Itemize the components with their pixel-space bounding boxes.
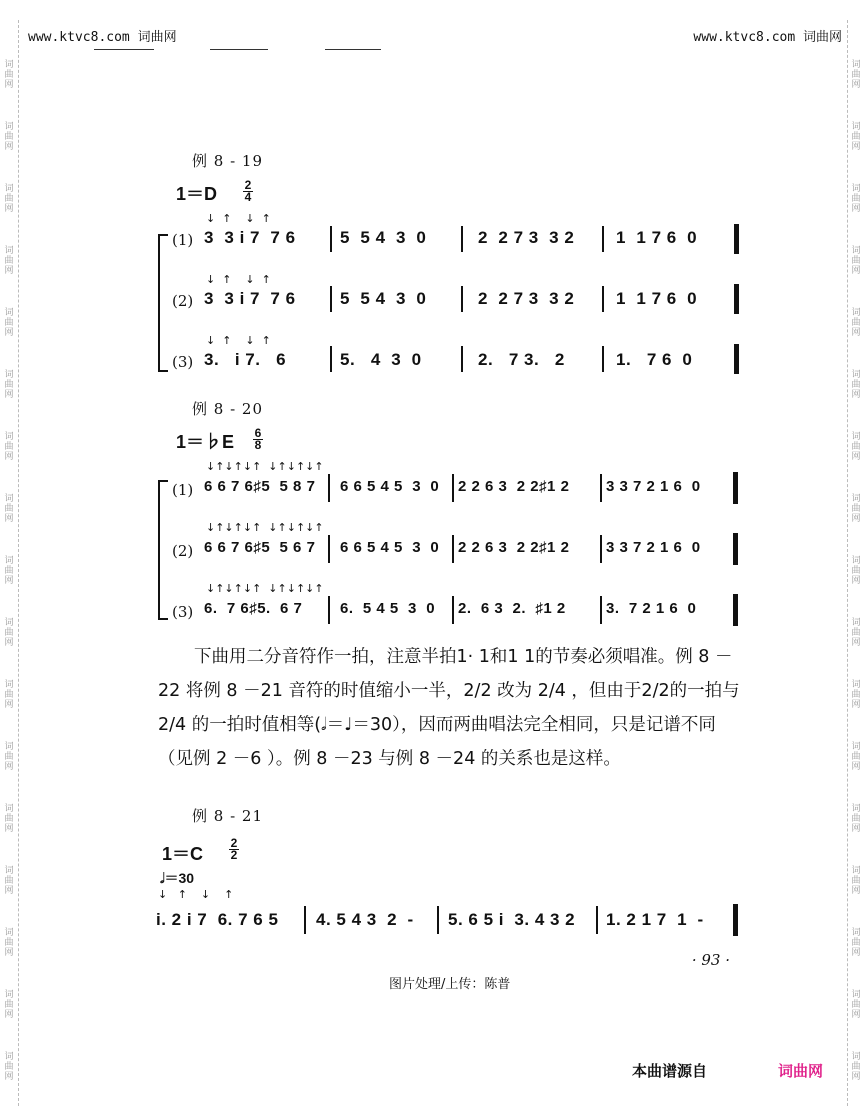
watermark-glyph: 词 曲 网 (851, 494, 861, 524)
final-barline (733, 472, 738, 504)
measure: 6 6 5 4 5 3 0 (340, 478, 440, 495)
measure: 2 2 6 3 2 2♯1 2 (458, 539, 570, 556)
barline (602, 286, 604, 312)
barline (328, 474, 330, 502)
barline (328, 535, 330, 563)
time-signature: 6 8 (254, 426, 262, 452)
measure: 3 3 7 2 1 6 0 (606, 539, 701, 556)
score-row (160, 334, 750, 378)
final-barline (733, 594, 738, 626)
watermark-glyph: 词 曲 网 (4, 928, 14, 958)
watermark-glyph: 词 曲 网 (851, 308, 861, 338)
barline (461, 346, 463, 372)
time-signature: 2 2 (230, 836, 238, 862)
example-label: 例 8 - 19 (192, 152, 264, 170)
measure: 1 1 7 6 0 (616, 228, 698, 247)
watermark-glyph: 词 曲 网 (851, 928, 861, 958)
bowing-arrows: ↓ ↑ ↓ ↑ (206, 212, 271, 225)
final-barline (734, 344, 739, 374)
header-rule (210, 49, 268, 50)
measure: i. 2 i 7 6. 7 6 5 (156, 910, 279, 929)
watermark-glyph: 词 曲 网 (4, 680, 14, 710)
watermark-glyph: 词 曲 网 (4, 804, 14, 834)
measure: 5. 6 5 i 3. 4 3 2 (448, 910, 576, 929)
measure: 6 6 5 4 5 3 0 (340, 539, 440, 556)
bowing-arrows: ↓↑↓↑↓↑ ↓↑↓↑↓↑ (206, 582, 324, 595)
watermark-glyph: 词 曲 网 (4, 60, 14, 90)
header-rule (94, 49, 154, 50)
score-row (160, 521, 750, 567)
barline (602, 226, 604, 252)
measure: 2. 6 3 2. ♯1 2 (458, 600, 566, 617)
measure: 2 2 6 3 2 2♯1 2 (458, 478, 570, 495)
barline (602, 346, 604, 372)
measure: 2 2 7 3 3 2 (478, 228, 575, 247)
barline (600, 596, 602, 624)
watermark-glyph: 词 曲 网 (851, 432, 861, 462)
watermark-glyph: 词 曲 网 (851, 742, 861, 772)
score-row (144, 888, 744, 938)
barline (330, 286, 332, 312)
row-number: (1) (172, 481, 194, 499)
watermark-glyph: 词 曲 网 (851, 60, 861, 90)
barline (452, 474, 454, 502)
score-row (160, 212, 750, 256)
watermark-glyph: 词 曲 网 (851, 990, 861, 1020)
footer-site-link[interactable]: 词曲网 (778, 1062, 824, 1080)
barline (461, 226, 463, 252)
watermark-glyph: 词 曲 网 (851, 184, 861, 214)
bowing-arrows: ↓↑↓↑↓↑ ↓↑↓↑↓↑ (206, 460, 324, 473)
watermark-glyph: 词 曲 网 (851, 556, 861, 586)
watermark-glyph: 词 曲 网 (4, 494, 14, 524)
bowing-arrows: ↓ ↑ ↓ ↑ (158, 888, 234, 901)
barline (600, 535, 602, 563)
watermark-glyph: 词 曲 网 (851, 866, 861, 896)
watermark-glyph: 词 曲 网 (4, 990, 14, 1020)
row-number: (3) (172, 353, 194, 371)
final-barline (733, 533, 738, 565)
measure: 1 1 7 6 0 (616, 289, 698, 308)
key-signature: 1＝♭E (176, 432, 235, 452)
example-label: 例 8 - 21 (192, 807, 264, 825)
barline (304, 906, 306, 934)
measure: 2. 7 3. 2 (478, 350, 565, 369)
final-barline (734, 284, 739, 314)
row-number: (2) (172, 542, 194, 560)
barline (437, 906, 439, 934)
upload-credit: 图片处理/上传：陈普 (389, 977, 511, 992)
watermark-glyph: 词 曲 网 (4, 246, 14, 276)
barline (596, 906, 598, 934)
watermark-glyph: 词 曲 网 (4, 308, 14, 338)
measure: 3 3 i 7 7 6 (204, 228, 296, 247)
barline (328, 596, 330, 624)
explanation-paragraph: 下曲用二分音符作一拍，注意半拍1· 1和1 1的节奏必须唱准。例 8 －22 将例 8 －21 音符的时值缩小一半，2/2 改为 2/4 ，但由于2/2的一拍与 2/4 的一拍时值相等(𝅗𝅥＝♩＝30），因而两曲唱法完全相同，只是记谱不同（见例 2 －6 ）。例 8 －23 与例 8 －24 的关系也是这样。 (158, 647, 740, 769)
watermark-glyph: 词 曲 网 (4, 556, 14, 586)
watermark-glyph: 词 曲 网 (4, 432, 14, 462)
bowing-arrows: ↓ ↑ ↓ ↑ (206, 334, 271, 347)
watermark-glyph: 词 曲 网 (851, 370, 861, 400)
measure: 5. 4 3 0 (340, 350, 422, 369)
watermark-glyph: 词 曲 网 (4, 1052, 14, 1082)
barline (461, 286, 463, 312)
watermark-glyph: 词 曲 网 (4, 370, 14, 400)
barline (330, 346, 332, 372)
example-label: 例 8 - 20 (192, 400, 264, 418)
barline (452, 535, 454, 563)
measure: 3. 7 2 1 6 0 (606, 600, 697, 617)
row-number: (2) (172, 292, 194, 310)
measure: 6 6 7 6♯5 5 8 7 (204, 478, 316, 495)
bowing-arrows: ↓↑↓↑↓↑ ↓↑↓↑↓↑ (206, 521, 324, 534)
header-site-right[interactable]: www.ktvc8.com 词曲网 (693, 30, 842, 45)
watermark-glyph: 词 曲 网 (851, 618, 861, 648)
watermark-glyph: 词 曲 网 (851, 680, 861, 710)
score-row (160, 582, 750, 628)
watermark-glyph: 词 曲 网 (4, 184, 14, 214)
key-signature: 1＝C (162, 844, 204, 864)
barline (600, 474, 602, 502)
score-row (160, 460, 750, 506)
header-site-left[interactable]: www.ktvc8.com 词曲网 (28, 30, 177, 45)
measure: 6. 7 6♯5. 6 7 (204, 600, 303, 617)
footer-source-label: 本曲谱源自 (632, 1062, 708, 1080)
watermark-glyph: 词 曲 网 (4, 742, 14, 772)
measure: 6 6 7 6♯5 5 6 7 (204, 539, 316, 556)
watermark-glyph: 词 曲 网 (851, 804, 861, 834)
page-number: · 93 · (691, 951, 730, 969)
score-row (160, 273, 750, 317)
watermark-glyph: 词 曲 网 (851, 1052, 861, 1082)
tempo-marking: 𝅗𝅥＝30 (160, 870, 195, 886)
measure: 5 5 4 3 0 (340, 228, 427, 247)
measure: 2 2 7 3 3 2 (478, 289, 575, 308)
header-rule (325, 49, 381, 50)
barline (330, 226, 332, 252)
measure: 5 5 4 3 0 (340, 289, 427, 308)
measure: 1. 7 6 0 (616, 350, 693, 369)
watermark-glyph: 词 曲 网 (851, 122, 861, 152)
measure: 4. 5 4 3 2 - (316, 910, 414, 929)
row-number: (1) (172, 231, 194, 249)
measure: 6. 5 4 5 3 0 (340, 600, 436, 617)
measure: 3. i 7. 6 (204, 350, 287, 369)
measure: 3 3 i 7 7 6 (204, 289, 296, 308)
measure: 1. 2 1 7 1 - (606, 910, 704, 929)
measure: 3 3 7 2 1 6 0 (606, 478, 701, 495)
key-signature: 1＝D (176, 184, 218, 204)
watermark-glyph: 词 曲 网 (4, 618, 14, 648)
watermark-glyph: 词 曲 网 (4, 122, 14, 152)
time-signature: 2 4 (244, 178, 252, 204)
final-barline (733, 904, 738, 936)
watermark-glyph: 词 曲 网 (4, 866, 14, 896)
barline (452, 596, 454, 624)
final-barline (734, 224, 739, 254)
watermark-glyph: 词 曲 网 (851, 246, 861, 276)
row-number: (3) (172, 603, 194, 621)
bowing-arrows: ↓ ↑ ↓ ↑ (206, 273, 271, 286)
